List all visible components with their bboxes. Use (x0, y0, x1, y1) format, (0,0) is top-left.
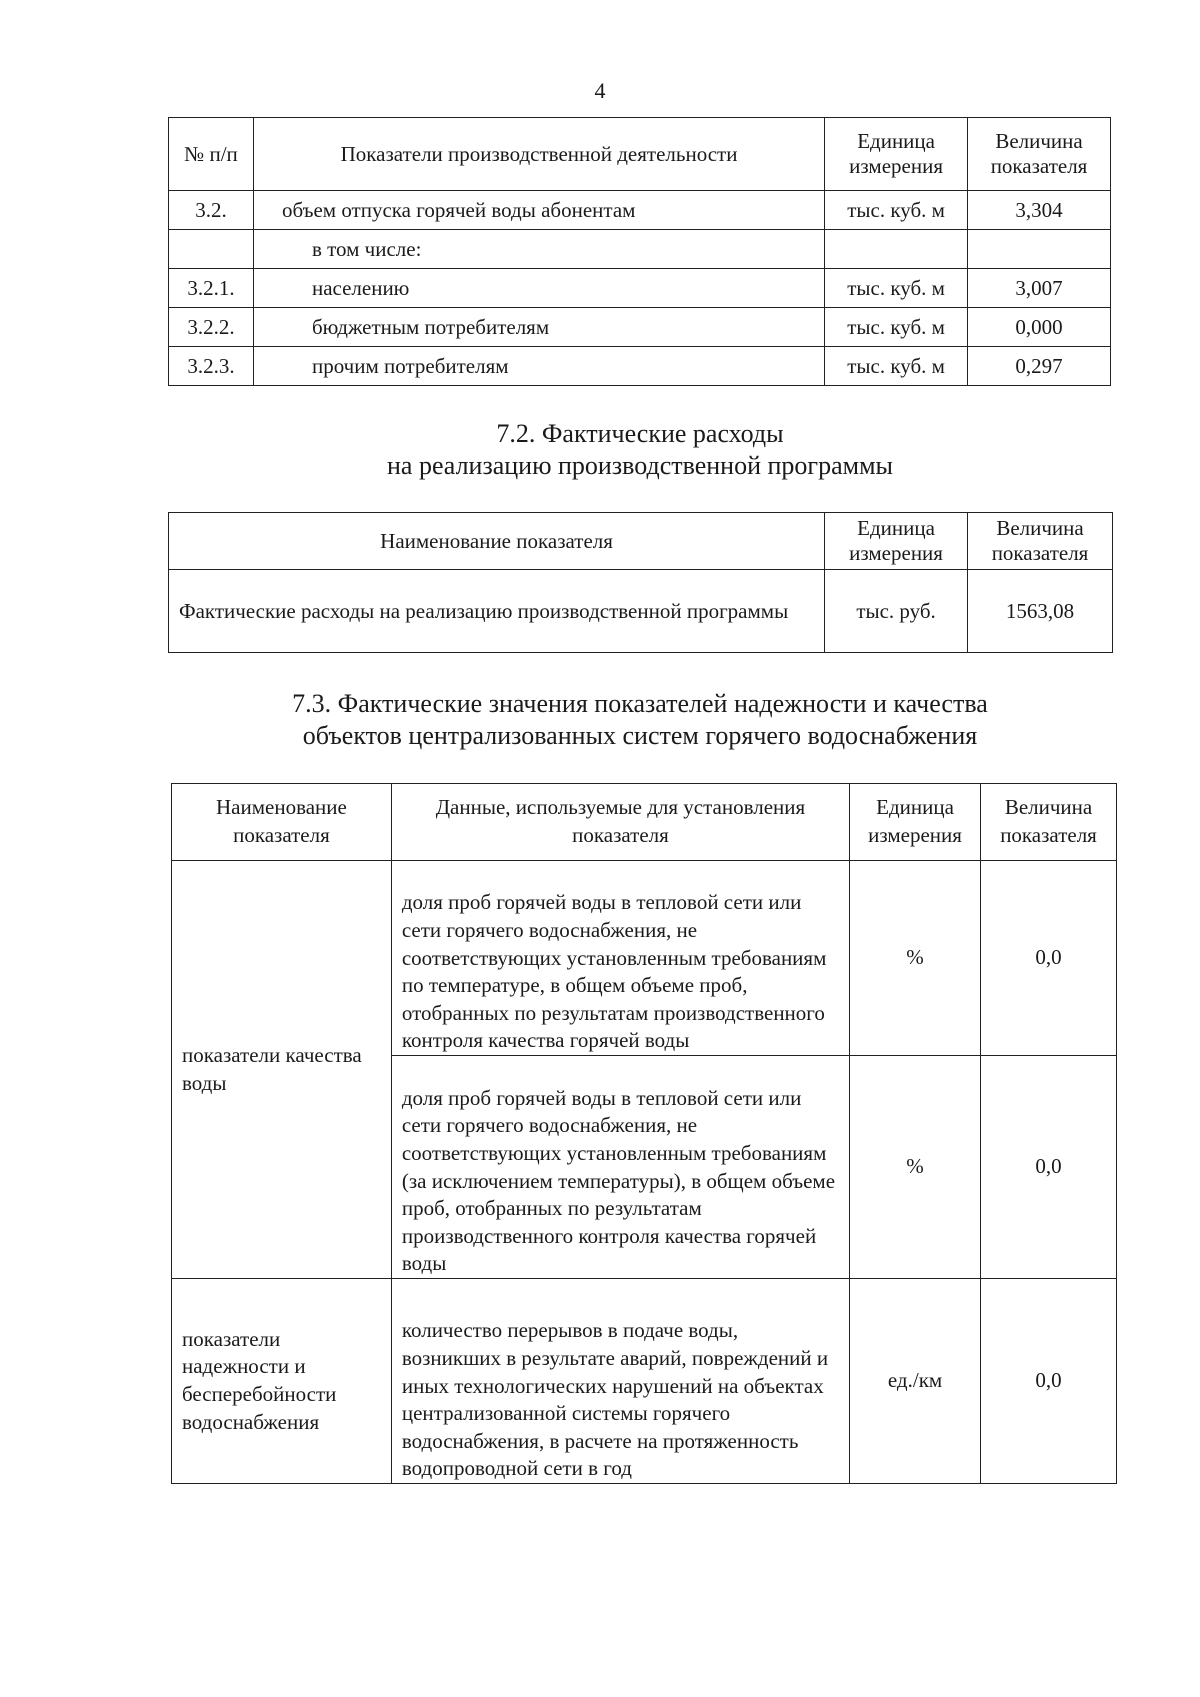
row-unit: тыс. куб. м (825, 191, 968, 230)
row-unit: тыс. руб. (825, 570, 968, 653)
row-number: 3.2.3. (169, 347, 254, 386)
row-number: 3.2.2. (169, 308, 254, 347)
section-title-line: 7.3. Фактические значения показателей надежности и качества (292, 689, 988, 718)
row-value: 1563,08 (968, 570, 1113, 653)
table-row (169, 308, 1111, 347)
header-unit: Единица измерения (825, 513, 968, 570)
header-value: Величина показателя (968, 513, 1113, 570)
expenses-table (168, 512, 1113, 653)
row-name: объем отпуска горячей воды абонентам (253, 191, 824, 230)
table-row (169, 191, 1111, 230)
header-data-used: Данные, используемые для установления показателя (391, 784, 849, 861)
row-value (968, 230, 1111, 269)
row-number: 3.2. (169, 191, 254, 230)
row-unit: тыс. куб. м (825, 308, 968, 347)
row-name: населению (253, 269, 824, 308)
row-value: 3,007 (968, 269, 1111, 308)
row-value: 0,000 (968, 308, 1111, 347)
row-name: Фактические расходы на реализацию производственной программы (169, 570, 825, 653)
table-header-row (172, 784, 1117, 861)
header-value: Величина показателя (968, 118, 1111, 191)
row-name: бюджетным потребителям (253, 308, 824, 347)
reliability-quality-table (171, 783, 1117, 1484)
row-description: доля проб горячей воды в тепловой сети или сети горячего водоснабжения, не соответствующих установленным требованиям по температуре, в общем объеме проб, отобранных по результатам производственного контроля качества горячей воды (391, 861, 849, 1056)
row-name: в том числе: (253, 230, 824, 269)
row-value: 0,0 (981, 861, 1117, 1056)
header-indicator-name: Наименование показателя (172, 784, 392, 861)
table-row (169, 230, 1111, 269)
table-row (172, 1279, 1117, 1484)
table-row (172, 861, 1117, 1056)
row-number (169, 230, 254, 269)
row-value: 3,304 (968, 191, 1111, 230)
row-unit: ед./км (850, 1279, 981, 1484)
row-unit: тыс. куб. м (825, 347, 968, 386)
header-indicator: Показатели производственной деятельности (253, 118, 824, 191)
header-number: № п/п (169, 118, 254, 191)
section-title-line: на реализацию производственной программы (386, 451, 893, 480)
row-description: количество перерывов в подаче воды, возникших в результате аварий, повреждений и иных технологических нарушений на объектах централизованной системы горячего водоснабжения, в расчете на протяженность водопроводной сети в год (391, 1279, 849, 1484)
header-unit: Единица измерения (825, 118, 968, 191)
row-value: 0,0 (981, 1056, 1117, 1279)
table-header-row (169, 118, 1111, 191)
row-number: 3.2.1. (169, 269, 254, 308)
row-unit: тыс. куб. м (825, 269, 968, 308)
section-title-expenses (0, 418, 1200, 482)
group-name: показатели качества воды (172, 861, 392, 1279)
table-header-row (169, 513, 1113, 570)
table-row (169, 269, 1111, 308)
section-title-reliability (0, 688, 1200, 752)
row-unit: % (850, 861, 981, 1056)
page-number: 4 (594, 78, 606, 103)
header-value: Величина показателя (981, 784, 1117, 861)
table-row (169, 347, 1111, 386)
row-value: 0,0 (981, 1279, 1117, 1484)
table-row (169, 570, 1113, 653)
row-unit: % (850, 1056, 981, 1279)
row-value: 0,297 (968, 347, 1111, 386)
row-name: прочим потребителям (253, 347, 824, 386)
header-indicator-name: Наименование показателя (169, 513, 825, 570)
row-unit (825, 230, 968, 269)
group-name: показатели надежности и бесперебойности водоснабжения (172, 1279, 392, 1484)
header-unit: Единица измерения (850, 784, 981, 861)
section-title-line: 7.2. Фактические расходы (496, 419, 784, 448)
row-description: доля проб горячей воды в тепловой сети или сети горячего водоснабжения, не соответствующих установленным требованиям (за исключением температуры), в общем объеме проб, отобранных по результатам производственного контроля качества горячей воды (391, 1056, 849, 1279)
production-indicators-table (168, 117, 1111, 386)
section-title-line: объектов централизованных систем горячего водоснабжения (302, 721, 978, 750)
